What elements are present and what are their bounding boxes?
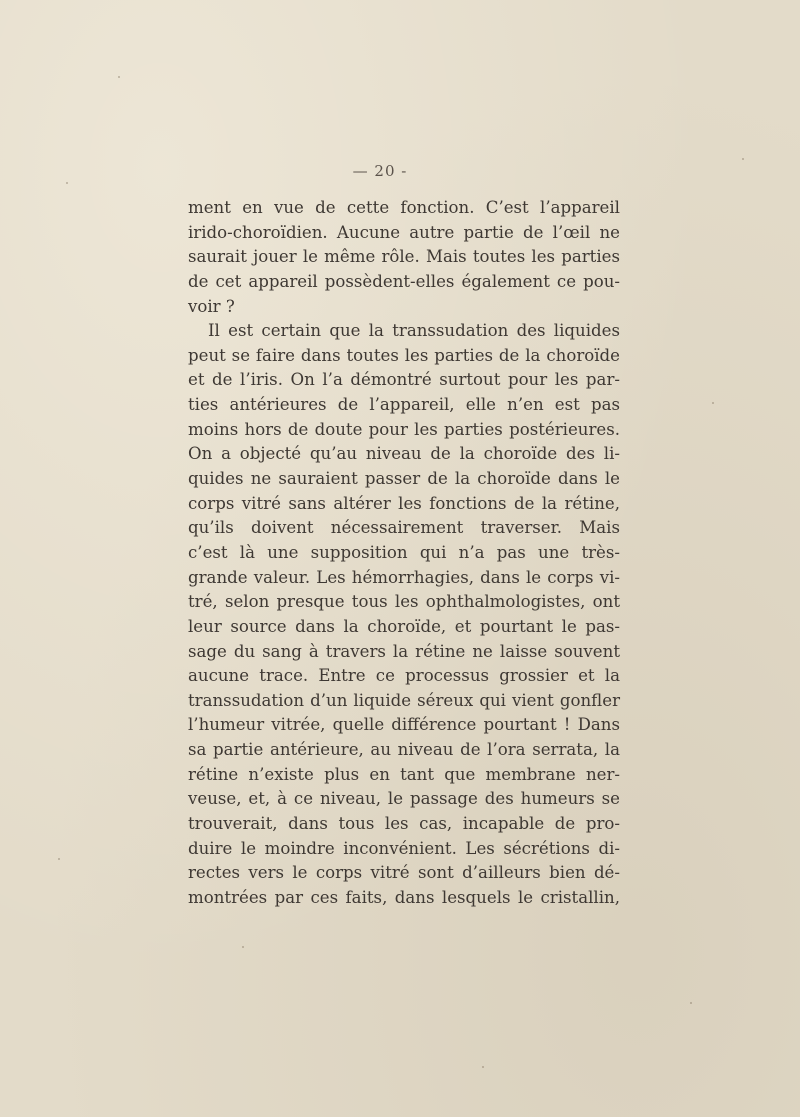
text-line: On a objecté qu’au niveau de la choroïde des li- [188, 444, 620, 464]
text-line: sage du sang à travers la rétine ne laisse souvent [188, 641, 620, 661]
text-line: l’humeur vitrée, quelle différence pourtant ! Dans [188, 715, 620, 735]
text-line: leur source dans la choroïde, et pourtant le pas- [188, 616, 620, 636]
page-number: — 20 - [352, 162, 408, 180]
text-line: trouverait, dans tous les cas, incapable de pro- [188, 814, 620, 834]
paper-speck [690, 1002, 692, 1004]
text-line: ties antérieures de l’appareil, elle n’en est pas [188, 395, 620, 415]
paper-speck [742, 158, 744, 160]
text-line: peut se faire dans toutes les parties de la choroïde [188, 345, 620, 365]
text-line: rectes vers le corps vitré sont d’ailleurs bien dé- [188, 863, 620, 883]
text-line: de cet appareil possèdent-elles également ce pou- [188, 271, 620, 291]
text-line: moins hors de doute pour les parties postérieures. [188, 419, 620, 439]
paper-speck [118, 76, 120, 78]
body-text [188, 196, 620, 911]
text-line: duire le moindre inconvénient. Les sécrétions di- [188, 838, 620, 858]
paper-speck [712, 402, 714, 404]
text-line: rétine n’existe plus en tant que membrane ner- [188, 764, 620, 784]
paper-speck [66, 182, 68, 184]
text-line: et de l’iris. On l’a démontré surtout pour les par- [188, 370, 620, 390]
text-line: grande valeur. Les hémorrhagies, dans le corps vi- [188, 567, 620, 587]
text-line: veuse, et, à ce niveau, le passage des humeurs se [188, 789, 620, 809]
text-line: transsudation d’un liquide séreux qui vient gonfler [188, 690, 620, 710]
text-line: voir ? [188, 296, 235, 316]
text-line: aucune trace. Entre ce processus grossier et la [188, 666, 620, 686]
text-line: tré, selon presque tous les ophthalmologistes, ont [188, 592, 620, 612]
text-line: quides ne sauraient passer de la choroïde dans le [188, 469, 620, 489]
text-line: saurait jouer le même rôle. Mais toutes les parties [188, 247, 620, 267]
text-line: Il est certain que la transsudation des liquides [208, 321, 620, 341]
paper-speck [482, 1066, 484, 1068]
text-line: ment en vue de cette fonction. C’est l’appareil [188, 198, 620, 217]
paper-speck [58, 858, 60, 860]
text-line: montrées par ces faits, dans lesquels le cristallin, [188, 887, 620, 907]
text-line: sa partie antérieure, au niveau de l’ora serrata, la [188, 740, 620, 760]
text-line: qu’ils doivent nécessairement traverser. Mais [188, 518, 620, 538]
text-line: corps vitré sans altérer les fonctions de la rétine, [188, 493, 620, 513]
text-line: irido-choroïdien. Aucune autre partie de l’œil ne [188, 222, 620, 242]
paper-speck [242, 946, 244, 948]
text-line: c’est là une supposition qui n’a pas une très- [188, 542, 620, 562]
